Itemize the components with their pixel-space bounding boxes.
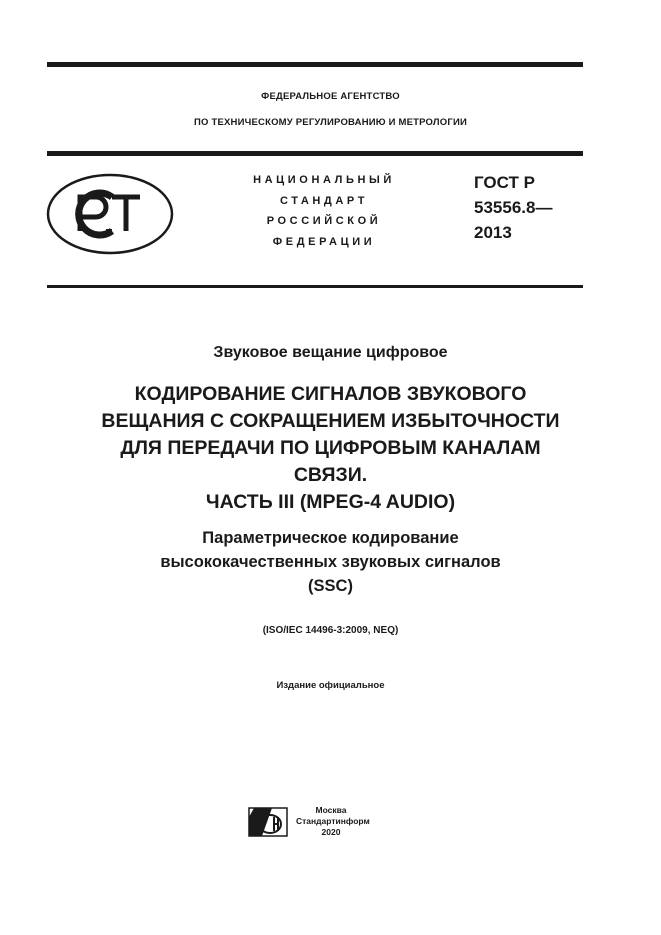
designation-line: 53556.8— <box>474 198 553 217</box>
top-rule <box>47 62 583 67</box>
agency-name-line1: ФЕДЕРАЛЬНОЕ АГЕНТСТВО <box>261 91 400 102</box>
national-standard-line: РОССИЙСКОЙ <box>266 215 382 227</box>
edition-label: Издание официальное <box>276 680 385 691</box>
national-standard-label <box>238 170 410 252</box>
document-subtitle <box>0 526 661 598</box>
header-bottom-rule <box>47 285 583 288</box>
title-line: СВЯЗИ. <box>293 464 368 486</box>
publisher-year: 2020 <box>321 827 341 837</box>
subtitle-line: (SSC) <box>308 577 353 595</box>
agency-name-line2: ПО ТЕХНИЧЕСКОМУ РЕГУЛИРОВАНИЮ И МЕТРОЛОГИИ <box>194 117 467 128</box>
designation-line: 2013 <box>474 223 512 242</box>
subtitle-line: Параметрическое кодирование <box>202 529 459 547</box>
standard-designation <box>474 170 552 245</box>
subtitle-line: высококачественных звуковых сигналов <box>160 553 501 571</box>
document-subject: Звуковое вещание цифровое <box>213 344 448 361</box>
title-line: КОДИРОВАНИЕ СИГНАЛОВ ЗВУКОВОГО <box>134 383 527 405</box>
standartinform-logo-icon <box>248 807 288 837</box>
title-line: ДЛЯ ПЕРЕДАЧИ ПО ЦИФРОВЫМ КАНАЛАМ <box>120 437 541 459</box>
publisher-block <box>296 805 370 838</box>
publisher-name: Стандартинформ <box>296 816 370 826</box>
title-line: ЧАСТЬ III (MPEG-4 AUDIO) <box>205 491 456 513</box>
title-line: ВЕЩАНИЯ С СОКРАЩЕНИЕМ ИЗБЫТОЧНОСТИ <box>101 410 560 432</box>
national-standard-line: СТАНДАРТ <box>279 194 369 207</box>
national-standard-line: ФЕДЕРАЦИИ <box>272 235 376 248</box>
rst-certification-icon <box>46 173 174 255</box>
header-rule <box>47 151 583 156</box>
national-standard-line: НАЦИОНАЛЬНЫЙ <box>253 174 395 186</box>
iso-reference: (ISO/IEC 14496-3:2009, NEQ) <box>262 625 399 636</box>
designation-line: ГОСТ Р <box>474 173 535 192</box>
publisher-city: Москва <box>315 805 347 815</box>
document-title <box>0 381 661 516</box>
